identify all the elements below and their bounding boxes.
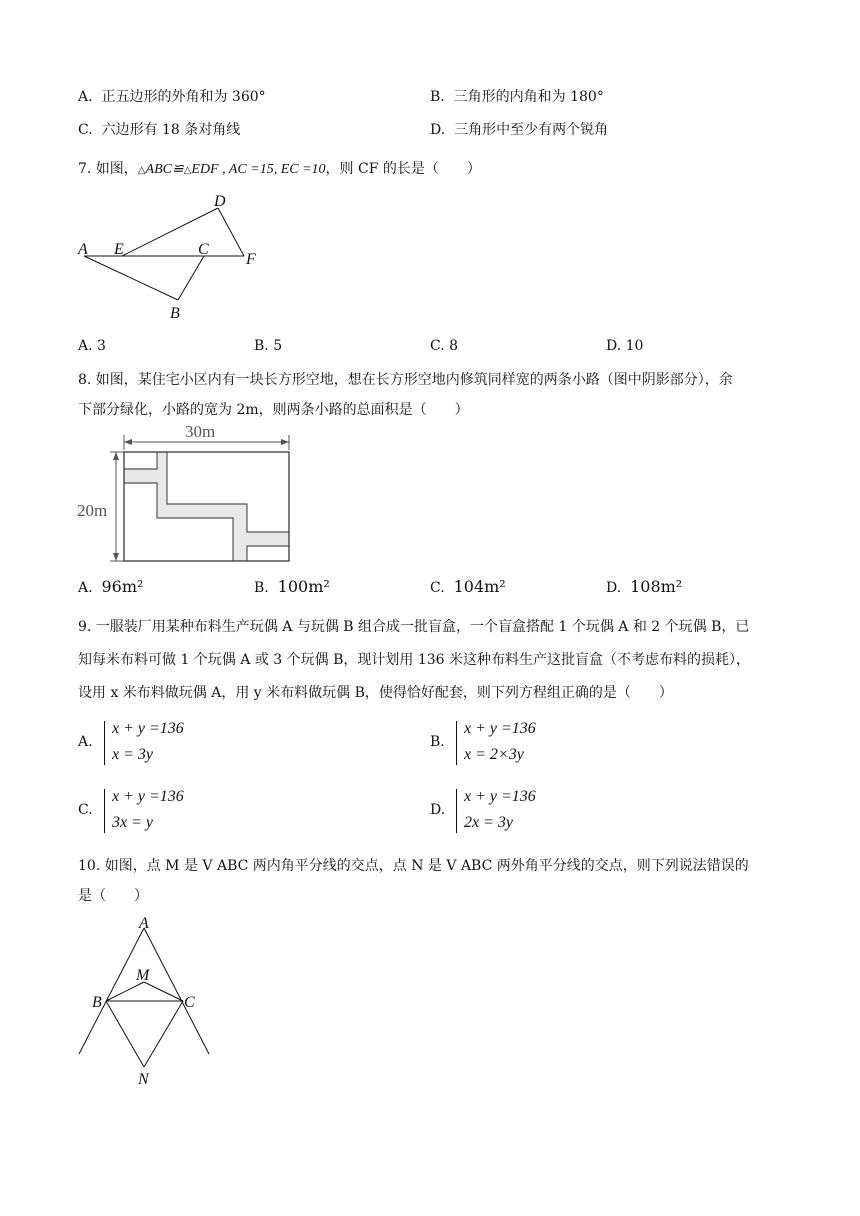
- q8-figure: [74, 424, 294, 569]
- q8-option-c: C. 104m²: [430, 577, 506, 596]
- q8-option-d: D. 108m²: [606, 577, 683, 596]
- q10-figure: [72, 912, 222, 1092]
- brace-icon: [104, 721, 105, 765]
- label-b: B: [170, 305, 180, 322]
- brace-icon: [104, 789, 105, 833]
- label-m: M: [136, 967, 150, 984]
- q9-option-c: C. x + y =136 3x = y: [78, 788, 184, 831]
- brace-icon: [456, 721, 457, 765]
- q7-figure: [70, 188, 280, 324]
- q6-option-d: D. 三角形中至少有两个锐角: [430, 122, 609, 138]
- label-a: A: [139, 915, 149, 932]
- q7-option-a: A. 3: [78, 338, 106, 354]
- label-e: E: [114, 241, 124, 258]
- width-label: 30m: [185, 424, 216, 441]
- brace-icon: [456, 789, 457, 833]
- label-b: B: [92, 994, 102, 1011]
- q7-option-d: D. 10: [606, 338, 644, 354]
- q9-option-a: A. x + y =136 x = 3y: [78, 720, 184, 763]
- label-f: F: [246, 251, 256, 268]
- triangle-icon: △: [137, 165, 146, 176]
- triangle-icon: △: [183, 165, 192, 176]
- q6-option-b: B. 三角形的内角和为 180°: [430, 89, 604, 105]
- q9-option-b: B. x + y =136 x = 2×3y: [430, 720, 536, 763]
- q8-stem-line1: 8. 如图，某住宅小区内有一块长方形空地，想在长方形空地内修筑同样宽的两条小路（图中阴影部分），余: [78, 372, 733, 388]
- q7-stem: 7. 如图，△ABC≌△EDF , AC =15, EC =10，则 CF 的长是（ ）: [78, 161, 481, 177]
- q7-option-b: B. 5: [254, 338, 283, 354]
- q8-option-b: B. 100m²: [254, 577, 330, 596]
- q10-stem-line1: 10. 如图，点 M 是 V ABC 两内角平分线的交点，点 N 是 V ABC 两外角平分线的交点，则下列说法错误的: [78, 858, 749, 874]
- q7-option-c: C. 8: [430, 338, 459, 354]
- q9-option-d: D. x + y =136 2x = 3y: [430, 788, 536, 831]
- q6-option-a: A. 正五边形的外角和为 360°: [78, 89, 266, 105]
- label-d: D: [214, 193, 226, 210]
- label-c: C: [184, 994, 195, 1011]
- q9-stem-line1: 9. 一服装厂用某种布料生产玩偶 A 与玩偶 B 组合成一批盲盒，一个盲盒搭配 1 个玩偶 A 和 2 个玩偶 B，已: [78, 619, 750, 635]
- q8-stem-line2: 下部分绿化，小路的宽为 2m，则两条小路的总面积是（ ）: [78, 402, 469, 418]
- label-n: N: [138, 1071, 149, 1088]
- label-c: C: [198, 241, 209, 258]
- label-a: A: [78, 241, 88, 258]
- q9-stem-line2: 知每米布料可做 1 个玩偶 A 或 3 个玩偶 B，现计划用 136 米这种布料生产这批盲盒（不考虑布料的损耗），: [78, 652, 750, 668]
- q10-stem-line2: 是（ ）: [78, 888, 148, 904]
- q6-option-c: C. 六边形有 18 条对角线: [78, 122, 241, 138]
- q9-stem-line3: 设用 x 米布料做玩偶 A，用 y 米布料做玩偶 B，使得恰好配套，则下列方程组正确的是（ ）: [78, 685, 673, 701]
- height-label: 20m: [77, 501, 108, 520]
- q8-option-a: A. 96m²: [78, 577, 144, 596]
